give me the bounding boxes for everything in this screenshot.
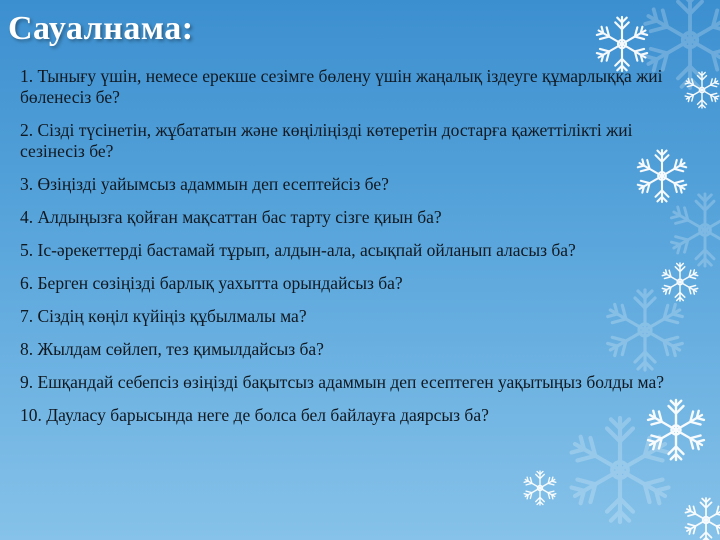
question-item: 9. Ешқандай себепсіз өзіңізді бақытсыз адаммын деп есептеген уақытыңыз болды ма? bbox=[20, 372, 665, 392]
snowflake-icon bbox=[523, 471, 557, 505]
question-item: 7. Сіздің көңіл күйіңіз құбылмалы ма? bbox=[20, 306, 307, 326]
snowflake-icon bbox=[595, 17, 649, 71]
snowflake-icon bbox=[684, 498, 720, 540]
slide-title: Сауалнама: bbox=[8, 10, 194, 47]
question-item: 5. Іс-әрекеттерді бастамай тұрып, алдын-ала, асықпай ойланып аласыз ба? bbox=[20, 240, 576, 260]
question-item: 10. Дауласу барысында неге де болса бел байлауға даярсыз ба? bbox=[20, 405, 489, 425]
question-item: 1. Тынығу үшін, немесе ерекше сезімге бөлену үшін жаңалық іздеуге құмарлыққа жиі бөленесіз бе? bbox=[20, 66, 663, 107]
question-item: 4. Алдыңызға қойған мақсаттан бас тарту сізге қиын ба? bbox=[20, 207, 442, 227]
question-item: 8. Жылдам сөйлеп, тез қимылдайсыз ба? bbox=[20, 339, 324, 359]
question-item: 3. Өзіңізді уайымсыз адаммын деп есептейсіз бе? bbox=[20, 174, 389, 194]
question-list bbox=[20, 66, 692, 438]
question-item: 2. Сізді түсінетін, жұбататын және көңіліңізді көтеретін достарға қажеттілікті жиі сезінесіз бе? bbox=[20, 120, 633, 161]
question-item: 6. Берген сөзіңізді барлық уахытта орындайсыз ба? bbox=[20, 273, 403, 293]
